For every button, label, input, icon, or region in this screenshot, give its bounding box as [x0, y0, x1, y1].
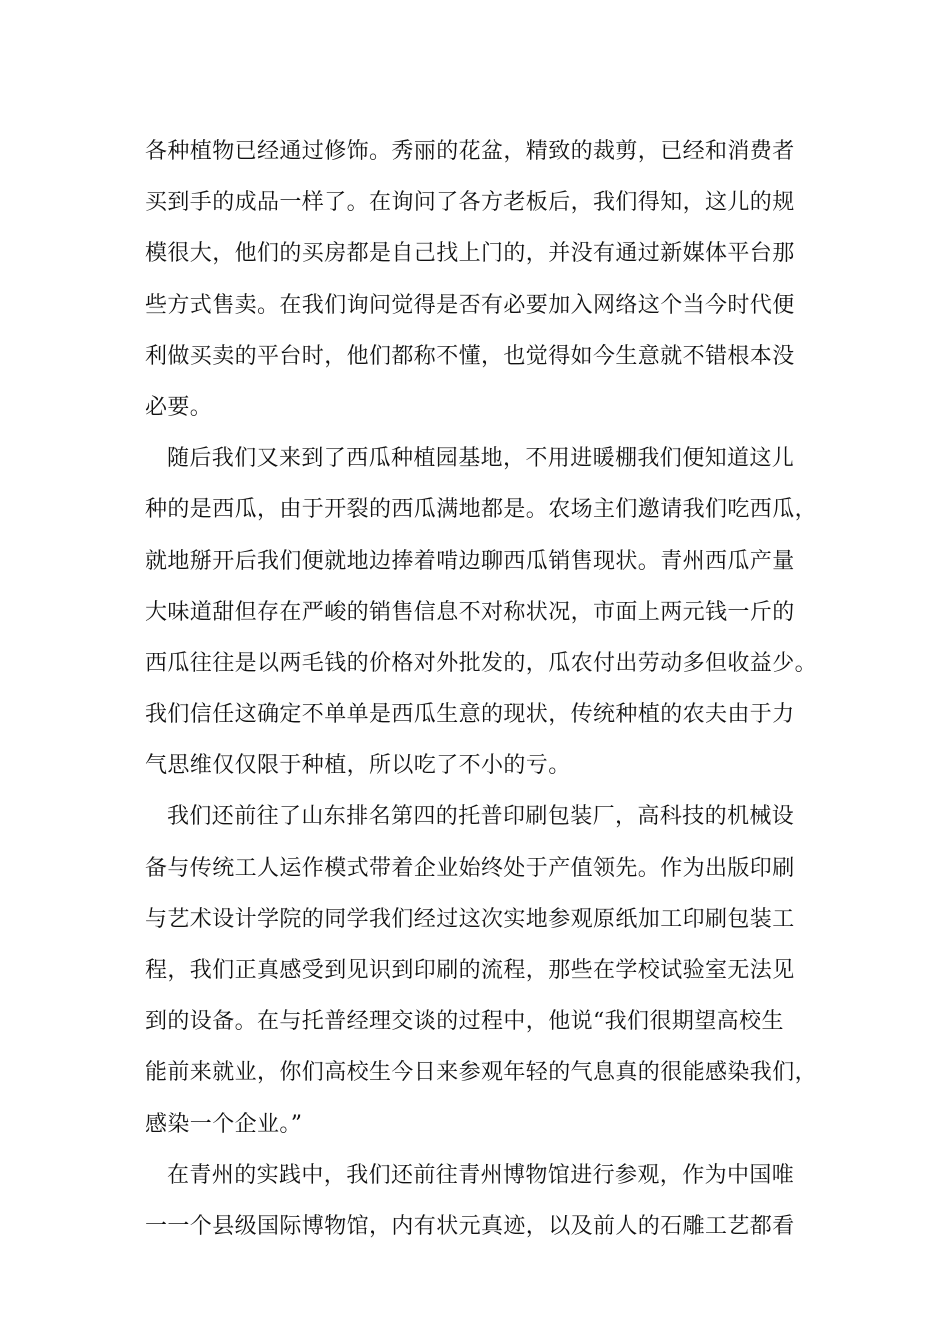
text-line: 必要。	[145, 394, 213, 420]
text-line: 各种植物已经通过修饰。秀丽的花盆，精致的裁剪，已经和消费者	[145, 139, 795, 164]
text-line: 模很大，他们的买房都是自己找上门的，并没有通过新媒体平台那	[145, 241, 795, 267]
text-line: 西瓜往往是以两毛钱的价格对外批发的，瓜农付出劳动多但收益少。	[145, 650, 818, 676]
text-line: 一一个县级国际博物馆，内有状元真迹，以及前人的石雕工艺都看	[145, 1213, 795, 1239]
text-line: 买到手的成品一样了。在询问了各方老板后，我们得知，这儿的规	[145, 190, 795, 216]
text-line: 种的是西瓜，由于开裂的西瓜满地都是。农场主们邀请我们吃西瓜，	[145, 497, 818, 523]
text-line: 程，我们正真感受到见识到印刷的流程，那些在学校试验室无法见	[145, 958, 795, 983]
text-line: 些方式售卖。在我们询问觉得是否有必要加入网络这个当今时代便	[145, 292, 795, 318]
text-line: 我们还前往了山东排名第四的托普印刷包装厂，高科技的机械设	[167, 804, 795, 830]
document-body	[145, 132, 825, 1258]
text-line: 感染一个企业。”	[145, 1111, 303, 1137]
text-line: 就地掰开后我们便就地边捧着啃边聊西瓜销售现状。青州西瓜产量	[145, 548, 795, 574]
text-line: 气思维仅仅限于种植，所以吃了不小的亏。	[145, 753, 571, 779]
text-line: 随后我们又来到了西瓜种植园基地，不用进暖棚我们便知道这儿	[167, 446, 795, 472]
text-line: 到的设备。在与托普经理交谈的过程中，他说“我们很期望高校生	[145, 1009, 784, 1035]
text-line: 备与传统工人运作模式带着企业始终处于产值领先。作为出版印刷	[145, 855, 795, 881]
text-line: 利做买卖的平台时，他们都称不懂，也觉得如今生意就不错根本没	[145, 343, 795, 369]
text-line: 与艺术设计学院的同学我们经过这次实地参观原纸加工印刷包装工	[145, 906, 795, 932]
text-line: 能前来就业，你们高校生今日来参观年轻的气息真的很能感染我们，	[145, 1060, 818, 1086]
text-line: 我们信任这确定不单单是西瓜生意的现状，传统种植的农夫由于力	[145, 702, 795, 728]
text-line: 大味道甜但存在严峻的销售信息不对称状况，市面上两元钱一斤的	[145, 599, 795, 625]
text-line: 在青州的实践中，我们还前往青州博物馆进行参观，作为中国唯	[167, 1162, 795, 1188]
